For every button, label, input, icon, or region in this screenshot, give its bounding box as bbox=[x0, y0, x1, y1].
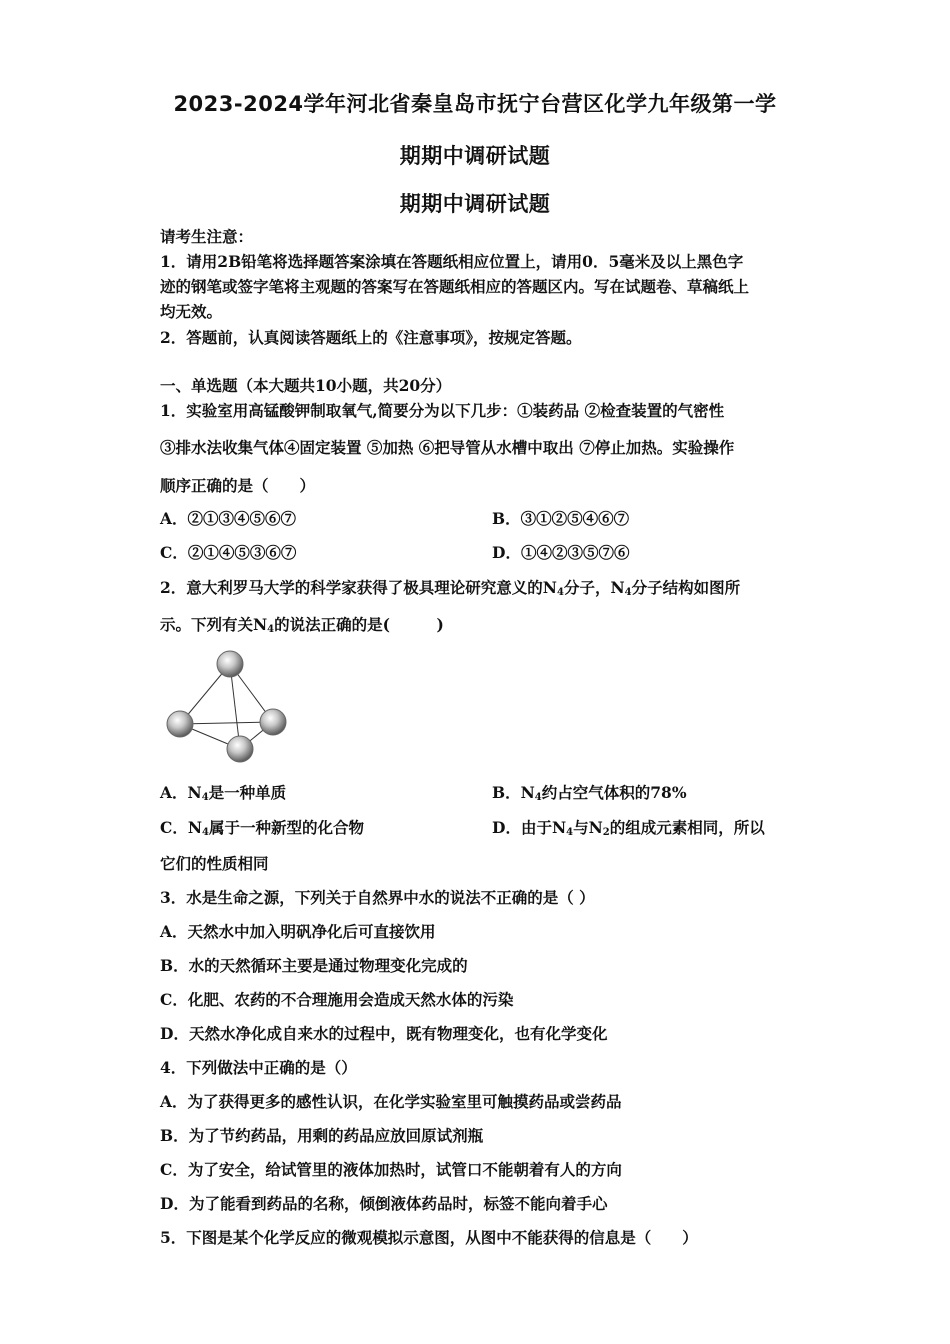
q1-option-c: C．②①④⑤③⑥⑦ bbox=[160, 543, 297, 562]
q4-stem: 4．下列做法中正确的是（） bbox=[160, 1058, 357, 1077]
q2-option-d-continued: 它们的性质相同 bbox=[160, 854, 269, 873]
exam-title-line1: 2023-2024学年河北省秦皇岛市抚宁台营区化学九年级第一学 bbox=[173, 92, 777, 116]
q5-stem: 5．下图是某个化学反应的微观模拟示意图，从图中不能获得的信息是（ ） bbox=[160, 1228, 698, 1247]
notice-item2: 2．答题前，认真阅读答题纸上的《注意事项》，按规定答题。 bbox=[160, 328, 582, 347]
q4-option-a: A．为了获得更多的感性认识，在化学实验室里可触摸药品或尝药品 bbox=[160, 1092, 622, 1111]
nitrogen-atom-right bbox=[260, 709, 286, 735]
nitrogen-atom-top bbox=[217, 651, 243, 677]
nitrogen-atom-bottom bbox=[227, 736, 253, 762]
q1-option-a: A．②①③④⑤⑥⑦ bbox=[160, 509, 297, 528]
q2-stem-line2: 示。下列有关$N_4$的说法正确的是( ) bbox=[160, 615, 444, 635]
q3-option-b: B．水的天然循环主要是通过物理变化完成的 bbox=[160, 956, 468, 975]
q4-option-d: D．为了能看到药品的名称，倾倒液体药品时，标签不能向着手心 bbox=[160, 1194, 608, 1213]
q1-stem-line3: 顺序正确的是（ ） bbox=[160, 476, 316, 495]
notice-item1-line3: 均无效。 bbox=[160, 302, 223, 321]
notice-heading: 请考生注意： bbox=[160, 227, 254, 246]
n4-molecule-diagram bbox=[160, 648, 300, 770]
q2-option-a: A．$N_4$是一种单质 bbox=[160, 783, 287, 803]
exam-title-line2: 期期中调研试题 bbox=[399, 144, 551, 168]
section1-heading: 一、单选题（本大题共10小题，共20分） bbox=[160, 376, 452, 395]
q2-option-c: C．$N_4$属于一种新型的化合物 bbox=[160, 818, 364, 838]
q3-option-d: D．天然水净化成自来水的过程中，既有物理变化，也有化学变化 bbox=[160, 1024, 608, 1043]
exam-title-line3: 期期中调研试题 bbox=[399, 192, 551, 216]
q2-option-d: D．由于$N_4$与$N_2$的组成元素相同，所以 bbox=[492, 818, 765, 838]
q1-option-b: B．③①②⑤④⑥⑦ bbox=[492, 509, 630, 528]
q1-stem-line1: 1．实验室用高锰酸钾制取氧气,简要分为以下几步：①装药品 ②检查装置的气密性 bbox=[160, 401, 725, 420]
q3-option-c: C．化肥、农药的不合理施用会造成天然水体的污染 bbox=[160, 990, 514, 1009]
q3-stem: 3．水是生命之源，下列关于自然界中水的说法不正确的是（ ） bbox=[160, 888, 595, 907]
q1-stem-line2: ③排水法收集气体④固定装置 ⑤加热 ⑥把导管从水槽中取出 ⑦停止加热。实验操作 bbox=[160, 438, 735, 457]
q2-option-b: B．$N_4$约占空气体积的78% bbox=[492, 783, 687, 803]
q2-stem-line1: 2．意大利罗马大学的科学家获得了极具理论研究意义的$N_4$分子，$N_4$分子结构如图所 bbox=[160, 578, 741, 598]
notice-item1-line2: 迹的钢笔或签字笔将主观题的答案写在答题纸相应的答题区内。写在试题卷、草稿纸上 bbox=[160, 277, 750, 296]
q3-option-a: A．天然水中加入明矾净化后可直接饮用 bbox=[160, 922, 436, 941]
q4-option-c: C．为了安全，给试管里的液体加热时，试管口不能朝着有人的方向 bbox=[160, 1160, 622, 1179]
notice-item1-line1: 1．请用2B铅笔将选择题答案涂填在答题纸相应位置上，请用0．5毫米及以上黑色字 bbox=[160, 252, 744, 271]
q4-option-b: B．为了节约药品，用剩的药品应放回原试剂瓶 bbox=[160, 1126, 484, 1145]
nitrogen-atom-left bbox=[167, 711, 193, 737]
q1-option-d: D．①④②③⑤⑦⑥ bbox=[492, 543, 630, 562]
